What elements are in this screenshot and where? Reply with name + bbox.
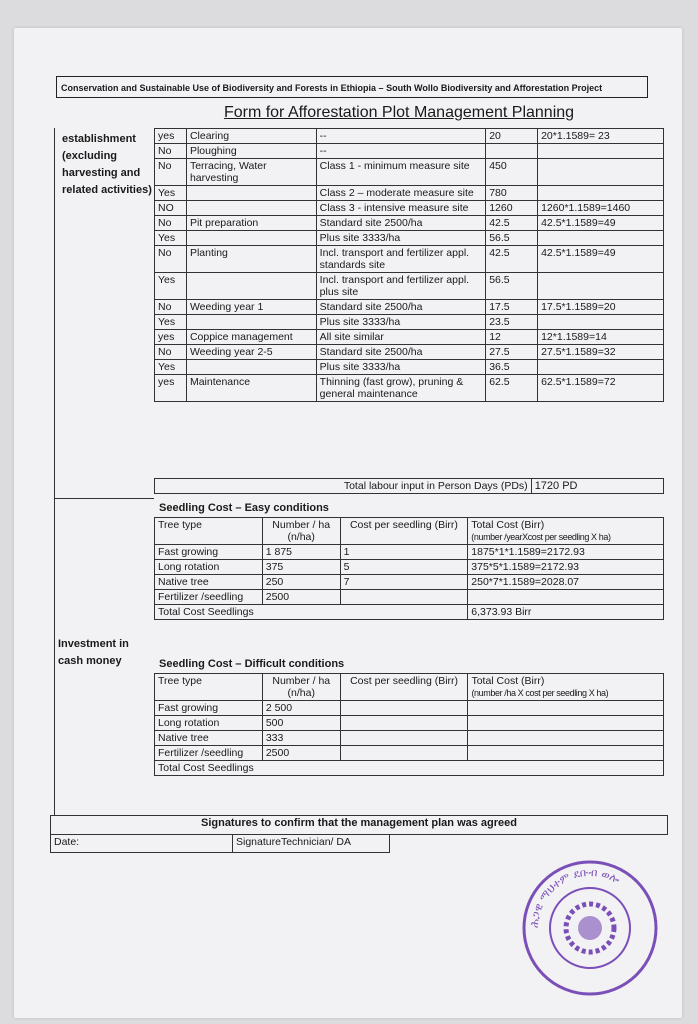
cell-yn: No <box>155 144 187 159</box>
seedling-row <box>155 590 664 605</box>
total-labour-table <box>154 478 664 494</box>
cell-pd: 1260 <box>486 201 538 216</box>
cell-calc <box>538 144 664 159</box>
cell-calc: 42.5*1.1589=49 <box>538 246 664 273</box>
cell-yn: No <box>155 216 187 231</box>
cell-desc: Class 2 – moderate measure site <box>316 186 486 201</box>
cell-calc <box>538 159 664 186</box>
cell-pd: 20 <box>486 129 538 144</box>
easy-col-type: Tree type <box>155 518 263 545</box>
seedling-row <box>155 746 664 761</box>
establishment-row <box>155 273 664 300</box>
cell-yn: yes <box>155 375 187 402</box>
difficult-col-total <box>468 674 664 701</box>
easy-table <box>154 517 664 620</box>
form-title: Form for Afforestation Plot Management Planning <box>223 104 575 121</box>
cell-yn: NO <box>155 201 187 216</box>
cell-calc: 12*1.1589=14 <box>538 330 664 345</box>
cell-yn: Yes <box>155 186 187 201</box>
cell-cost <box>340 731 468 746</box>
cell-yn: yes <box>155 330 187 345</box>
cell-number: 2500 <box>262 590 340 605</box>
cell-yn: Yes <box>155 273 187 300</box>
cell-activity: Weeding year 1 <box>186 300 316 315</box>
cell-calc <box>538 315 664 330</box>
cell-type: Native tree <box>155 731 263 746</box>
cell-calc: 17.5*1.1589=20 <box>538 300 664 315</box>
difficult-col-total-sub: (number /ha X cost per seedling X ha) <box>471 688 609 698</box>
seedling-row <box>155 716 664 731</box>
cell-cost <box>340 701 468 716</box>
cell-activity <box>186 186 316 201</box>
cell-yn: Yes <box>155 315 187 330</box>
seedling-row <box>155 575 664 590</box>
cell-pd: 56.5 <box>486 273 538 300</box>
cell-desc: Incl. transport and fertilizer appl. standards site <box>316 246 486 273</box>
difficult-heading: Seedling Cost – Difficult conditions <box>159 658 345 670</box>
total-labour-label: Total labour input in Person Days (PDs) <box>155 479 532 494</box>
cell-desc: Standard site 2500/ha <box>316 300 486 315</box>
cell-total <box>468 746 664 761</box>
cell-cost: 5 <box>340 560 468 575</box>
cell-type: Long rotation <box>155 560 263 575</box>
cell-calc <box>538 273 664 300</box>
cell-pd: 62.5 <box>486 375 538 402</box>
cell-activity <box>186 273 316 300</box>
cell-yn: Yes <box>155 231 187 246</box>
establishment-row <box>155 159 664 186</box>
difficult-col-cost: Cost per seedling (Birr) <box>340 674 468 701</box>
establishment-table <box>154 128 664 402</box>
cell-total <box>468 716 664 731</box>
cell-yn: No <box>155 300 187 315</box>
cell-cost: 1 <box>340 545 468 560</box>
easy-heading: Seedling Cost – Easy conditions <box>159 502 329 514</box>
cell-calc <box>538 186 664 201</box>
cell-type: Long rotation <box>155 716 263 731</box>
difficult-table <box>154 673 664 776</box>
cell-calc: 42.5*1.1589=49 <box>538 216 664 231</box>
cell-pd: 27.5 <box>486 345 538 360</box>
cell-pd: 450 <box>486 159 538 186</box>
cell-number: 250 <box>262 575 340 590</box>
official-stamp <box>520 858 660 998</box>
cell-type: Fast growing <box>155 701 263 716</box>
cell-desc: -- <box>316 129 486 144</box>
cell-pd: 42.5 <box>486 216 538 231</box>
cell-number: 1 875 <box>262 545 340 560</box>
cell-activity <box>186 231 316 246</box>
cell-activity: Terracing, Water harvesting <box>186 159 316 186</box>
cell-activity: Pit preparation <box>186 216 316 231</box>
cell-desc: Plus site 3333/ha <box>316 360 486 375</box>
cell-cost <box>340 716 468 731</box>
easy-total-label: Total Cost Seedlings <box>155 605 468 620</box>
cell-desc: Incl. transport and fertilizer appl. plus site <box>316 273 486 300</box>
establishment-row <box>155 231 664 246</box>
cell-activity: Planting <box>186 246 316 273</box>
cell-activity <box>186 315 316 330</box>
cell-activity: Coppice management <box>186 330 316 345</box>
cell-desc: Class 3 - intensive measure site <box>316 201 486 216</box>
cell-cost <box>340 746 468 761</box>
cell-desc: -- <box>316 144 486 159</box>
cell-desc: Standard site 2500/ha <box>316 345 486 360</box>
total-labour-value: 1720 PD <box>531 479 663 494</box>
cell-pd: 42.5 <box>486 246 538 273</box>
investment-label: Investment in cash money <box>58 638 129 667</box>
easy-col-total-label: Total Cost (Birr) <box>471 519 545 531</box>
cell-cost: 7 <box>340 575 468 590</box>
cell-yn: yes <box>155 129 187 144</box>
cell-type: Fertilizer /seedling <box>155 746 263 761</box>
cell-pd: 23.5 <box>486 315 538 330</box>
cell-number: 2500 <box>262 746 340 761</box>
establishment-row <box>155 330 664 345</box>
establishment-row <box>155 129 664 144</box>
cell-yn: No <box>155 345 187 360</box>
stamp-emblem-center <box>578 916 602 940</box>
cell-calc: 62.5*1.1589=72 <box>538 375 664 402</box>
cell-pd: 780 <box>486 186 538 201</box>
seedling-row <box>155 701 664 716</box>
cell-desc: Class 1 - minimum measure site <box>316 159 486 186</box>
establishment-label: establishment (excluding harvesting and related activities) <box>62 133 152 196</box>
establishment-row <box>155 201 664 216</box>
cell-calc: 20*1.1589= 23 <box>538 129 664 144</box>
easy-col-number: Number / ha (n/ha) <box>262 518 340 545</box>
cell-activity: Maintenance <box>186 375 316 402</box>
difficult-col-total-label: Total Cost (Birr) <box>471 675 545 687</box>
project-header: Conservation and Sustainable Use of Biodiversity and Forests in Ethiopia – South Wollo Biodiversity and Afforestation Project <box>56 76 648 98</box>
cell-desc: Thinning (fast grow), pruning & general maintenance <box>316 375 486 402</box>
cell-pd: 36.5 <box>486 360 538 375</box>
easy-col-cost: Cost per seedling (Birr) <box>340 518 468 545</box>
cell-activity <box>186 201 316 216</box>
cell-pd <box>486 144 538 159</box>
cell-activity: Ploughing <box>186 144 316 159</box>
easy-total-value: 6,373.93 Birr <box>468 605 664 620</box>
cell-activity: Weeding year 2-5 <box>186 345 316 360</box>
cell-desc: Plus site 3333/ha <box>316 315 486 330</box>
cell-desc: Plus site 3333/ha <box>316 231 486 246</box>
establishment-row <box>155 186 664 201</box>
establishment-row <box>155 315 664 330</box>
establishment-row <box>155 360 664 375</box>
cell-total: 375*5*1.1589=2172.93 <box>468 560 664 575</box>
cell-activity <box>186 360 316 375</box>
cell-calc: 1260*1.1589=1460 <box>538 201 664 216</box>
cell-calc: 27.5*1.1589=32 <box>538 345 664 360</box>
cell-calc <box>538 360 664 375</box>
easy-col-total-sub: (number /yearXcost per seedling X ha) <box>471 532 611 542</box>
seedling-row <box>155 560 664 575</box>
establishment-row <box>155 216 664 231</box>
cell-cost <box>340 590 468 605</box>
signature-table <box>50 815 668 853</box>
cell-pd: 17.5 <box>486 300 538 315</box>
seedling-row <box>155 731 664 746</box>
establishment-row <box>155 375 664 402</box>
left-border-2 <box>54 498 55 815</box>
cell-number: 500 <box>262 716 340 731</box>
easy-col-total <box>468 518 664 545</box>
cell-activity: Clearing <box>186 129 316 144</box>
cell-type: Fast growing <box>155 545 263 560</box>
cell-total: 250*7*1.1589=2028.07 <box>468 575 664 590</box>
cell-total <box>468 701 664 716</box>
cell-calc <box>538 231 664 246</box>
cell-total: 1875*1*1.1589=2172.93 <box>468 545 664 560</box>
cell-type: Native tree <box>155 575 263 590</box>
cell-number: 375 <box>262 560 340 575</box>
cell-total <box>468 731 664 746</box>
cell-pd: 12 <box>486 330 538 345</box>
difficult-col-type: Tree type <box>155 674 263 701</box>
cell-yn: Yes <box>155 360 187 375</box>
signature-field[interactable]: SignatureTechnician/ DA <box>233 834 390 853</box>
cell-desc: Standard site 2500/ha <box>316 216 486 231</box>
establishment-row <box>155 300 664 315</box>
cell-pd: 56.5 <box>486 231 538 246</box>
difficult-total-label: Total Cost Seedlings <box>155 761 664 776</box>
cell-number: 2 500 <box>262 701 340 716</box>
establishment-row <box>155 144 664 159</box>
left-border <box>54 128 55 498</box>
seedling-row <box>155 545 664 560</box>
cell-yn: No <box>155 246 187 273</box>
cell-number: 333 <box>262 731 340 746</box>
signatures-heading: Signatures to confirm that the management plan was agreed <box>51 816 668 835</box>
cell-yn: No <box>155 159 187 186</box>
establishment-row <box>155 345 664 360</box>
stamp-text: ሕጋዊ ማህተም ደቡብ ወሎ <box>527 865 623 929</box>
difficult-col-number: Number / ha (n/ha) <box>262 674 340 701</box>
cell-desc: All site similar <box>316 330 486 345</box>
divider <box>54 498 154 499</box>
cell-type: Fertilizer /seedling <box>155 590 263 605</box>
establishment-row <box>155 246 664 273</box>
date-field[interactable]: Date: <box>51 834 233 853</box>
cell-total <box>468 590 664 605</box>
